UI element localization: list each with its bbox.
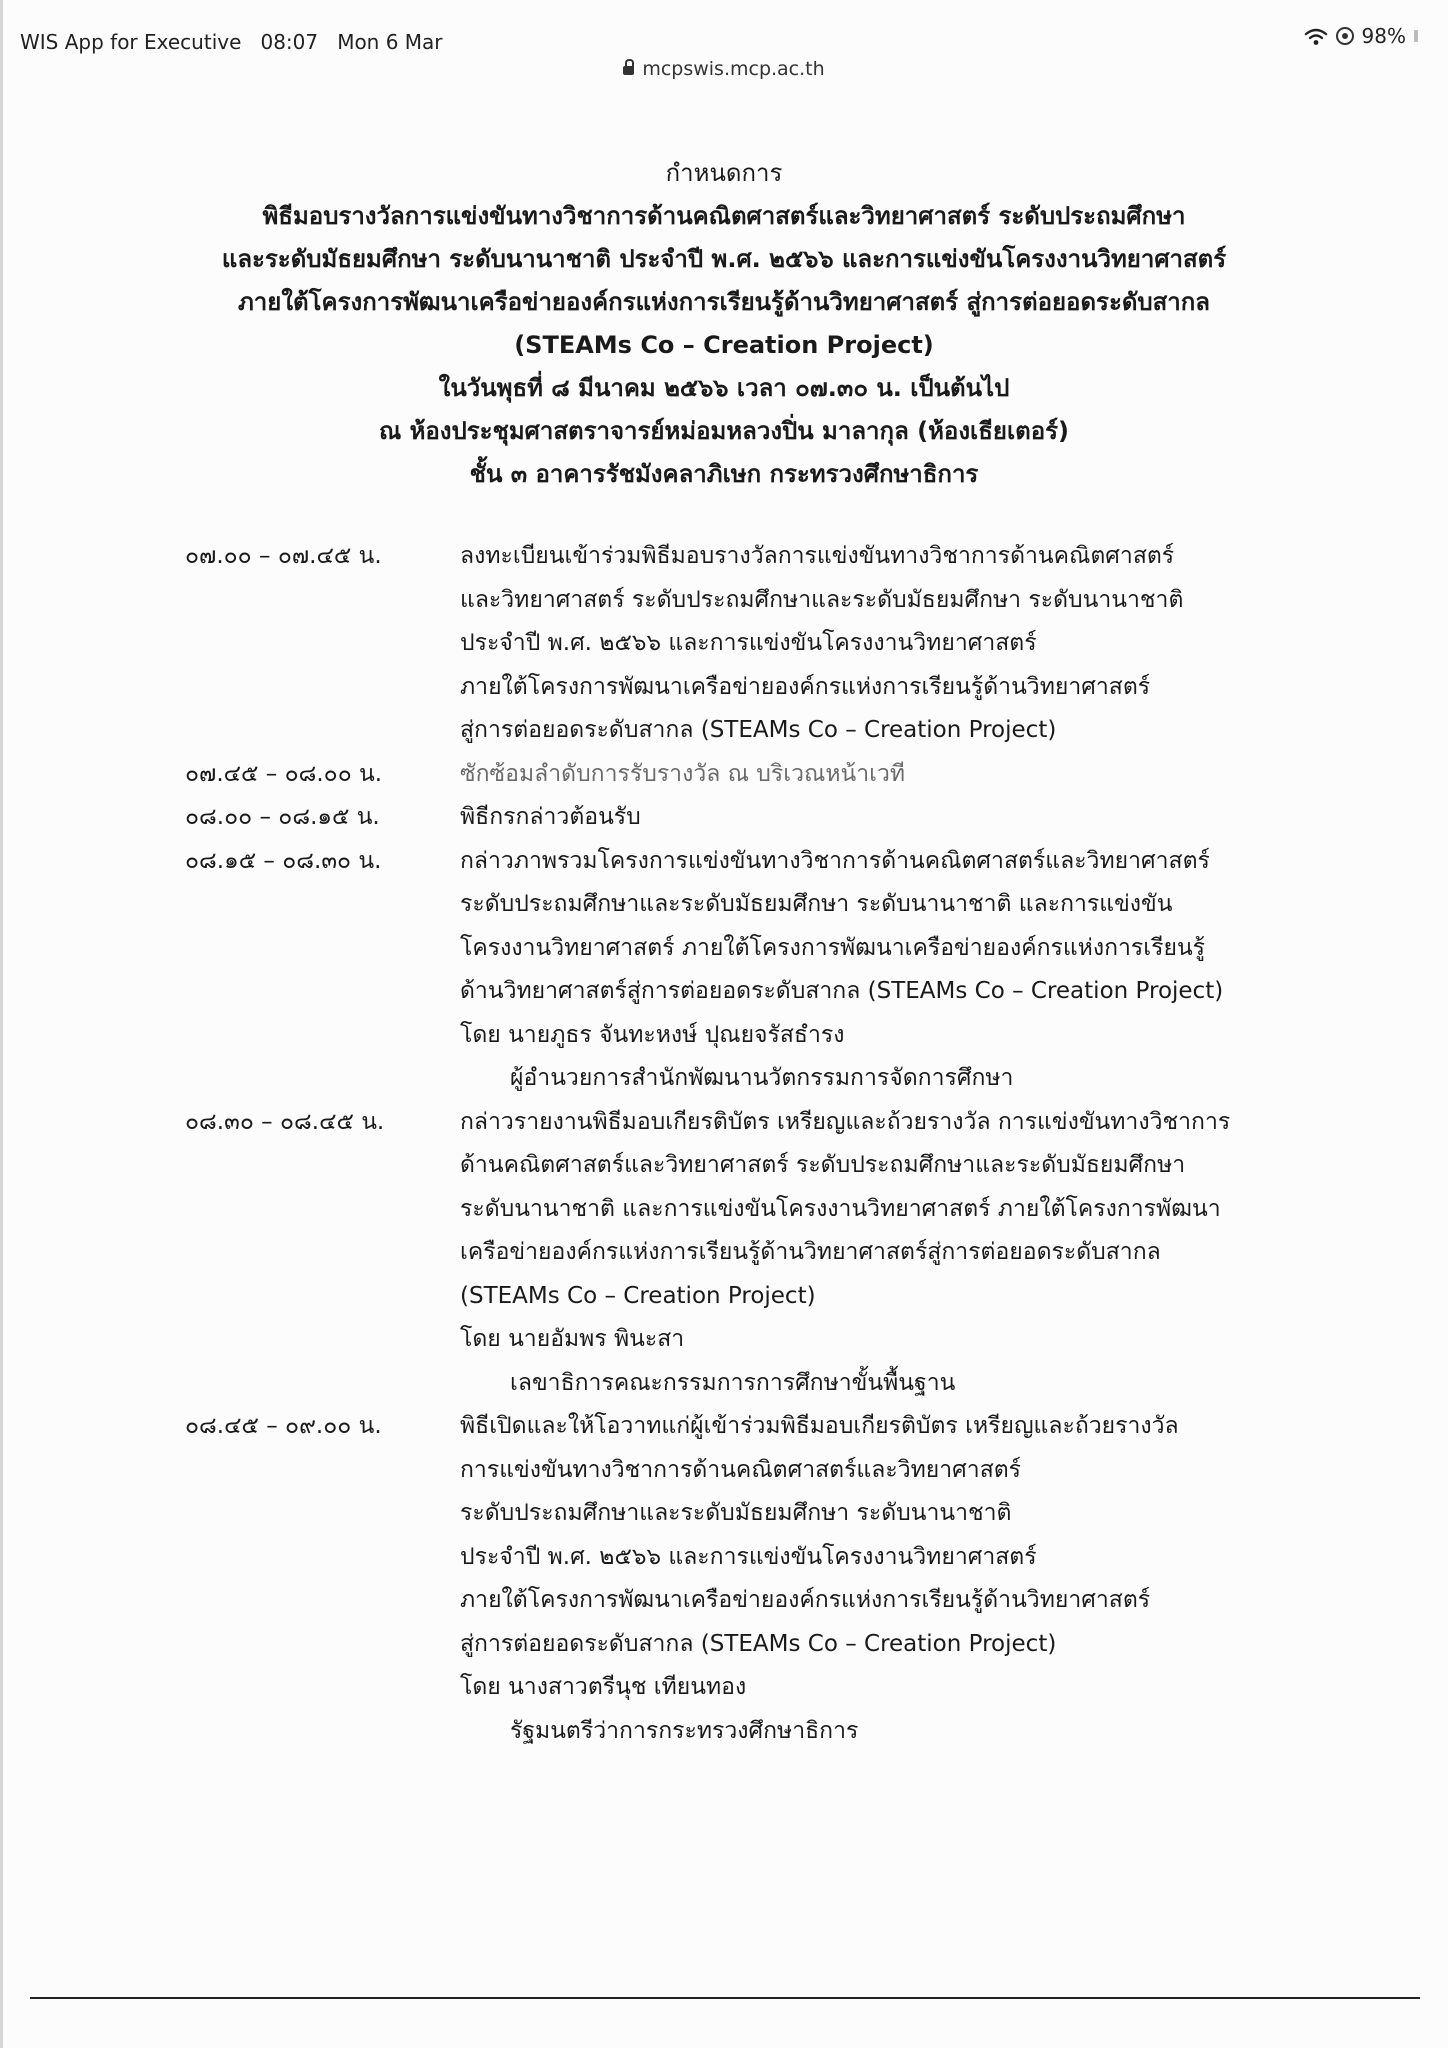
schedule-time: ๐๘.๔๕ – ๐๙.๐๐ น.	[185, 1413, 382, 1439]
schedule-text: ด้านวิทยาศาสตร์สู่การต่อยอดระดับสากล (STEAMs Co – Creation Project)	[460, 978, 1224, 1004]
lock-icon	[623, 66, 634, 75]
schedule-text: ระดับนานาชาติ และการแข่งขันโครงงานวิทยาศาสตร์ ภายใต้โครงการพัฒนา	[460, 1195, 1221, 1222]
schedule-text: ลงทะเบียนเข้าร่วมพิธีมอบรางวัลการแข่งขันทางวิชาการด้านคณิตศาสตร์	[460, 543, 1175, 569]
speaker-position: เลขาธิการคณะกรรมการการศึกษาขั้นพื้นฐาน	[510, 1369, 956, 1396]
header-line: พิธีมอบรางวัลการแข่งขันทางวิชาการด้านคณิตศาสตร์และวิทยาศาสตร์ ระดับประถมศึกษา	[262, 202, 1186, 230]
status-bar	[0, 0, 1448, 64]
schedule-item	[185, 796, 1285, 840]
schedule-text: การแข่งขันทางวิชาการด้านคณิตศาสตร์และวิทยาศาสตร์	[460, 1456, 1022, 1483]
header-line: ในวันพุธที่ ๘ มีนาคม ๒๕๖๖ เวลา ๐๗.๓๐ น. เป็นต้นไป	[438, 374, 1010, 402]
schedule-text: และวิทยาศาสตร์ ระดับประถมศึกษาและระดับมัธยมศึกษา ระดับนานาชาติ	[460, 586, 1184, 613]
schedule-description	[460, 796, 1285, 840]
schedule-text: ประจำปี พ.ศ. ๒๕๖๖ และการแข่งขันโครงงานวิทยาศาสตร์	[460, 1543, 1037, 1570]
schedule-description	[460, 840, 1285, 1101]
battery-icon	[1414, 30, 1418, 42]
schedule-text: ประจำปี พ.ศ. ๒๕๖๖ และการแข่งขันโครงงานวิทยาศาสตร์	[460, 630, 1037, 656]
speaker-name: โดย นายภูธร จันทะหงษ์ ปุณยจรัสธำรง	[460, 1021, 845, 1048]
speaker-position: รัฐมนตรีว่าการกระทรวงศึกษาธิการ	[510, 1717, 859, 1744]
schedule-text: โครงงานวิทยาศาสตร์ ภายใต้โครงการพัฒนาเครือข่ายองค์กรแห่งการเรียนรู้	[460, 934, 1206, 961]
schedule-item	[185, 535, 1285, 753]
header-line: และระดับมัธยมศึกษา ระดับนานาชาติ ประจำปี พ.ศ. ๒๕๖๖ และการแข่งขันโครงงานวิทยาศาสตร์	[221, 245, 1227, 273]
schedule-text: เครือข่ายองค์กรแห่งการเรียนรู้ด้านวิทยาศาสตร์สู่การต่อยอดระดับสากล	[460, 1239, 1161, 1265]
schedule-description	[460, 753, 1285, 797]
schedule-description	[460, 535, 1285, 753]
schedule-text: ภายใต้โครงการพัฒนาเครือข่ายองค์กรแห่งการเรียนรู้ด้านวิทยาศาสตร์	[460, 1587, 1151, 1613]
schedule-item	[185, 840, 1285, 1101]
wifi-icon	[1304, 27, 1328, 45]
header-line: (STEAMs Co – Creation Project)	[514, 331, 934, 359]
schedule-time: ๐๘.๓๐ – ๐๘.๔๕ น.	[185, 1108, 385, 1135]
schedule-time: ๐๗.๐๐ – ๐๗.๔๕ น.	[185, 543, 382, 569]
schedule-text: ระดับประถมศึกษาและระดับมัธยมศึกษา ระดับนานาชาติ และการแข่งขัน	[460, 891, 1173, 917]
schedule-item	[185, 1101, 1285, 1406]
speaker-position: ผู้อำนวยการสำนักพัฒนานวัตกรรมการจัดการศึกษา	[510, 1065, 1014, 1091]
orientation-lock-icon	[1336, 27, 1354, 45]
schedule-time: ๐๘.๑๕ – ๐๘.๓๐ น.	[185, 847, 382, 874]
schedule-text: ด้านคณิตศาสตร์และวิทยาศาสตร์ ระดับประถมศึกษาและระดับมัธยมศึกษา	[460, 1152, 1186, 1178]
url-text: mcpswis.mcp.ac.th	[642, 58, 825, 80]
document-header	[0, 152, 1448, 496]
header-title: กำหนดการ	[665, 159, 783, 187]
app-name[interactable]: WIS App for Executive	[20, 30, 242, 54]
schedule-item	[185, 753, 1285, 797]
battery-percent: 98%	[1361, 24, 1406, 48]
schedule-text: สู่การต่อยอดระดับสากล (STEAMs Co – Creation Project)	[460, 1630, 1057, 1657]
status-right	[1304, 24, 1418, 48]
speaker-name: โดย นางสาวตรีนุช เทียนทอง	[460, 1674, 747, 1700]
schedule-time: ๐๘.๐๐ – ๐๘.๑๕ น.	[185, 804, 380, 830]
schedule-text: พิธีกรกล่าวต้อนรับ	[460, 804, 641, 830]
status-date: Mon 6 Mar	[337, 30, 443, 54]
url-bar[interactable]	[0, 58, 1448, 80]
status-left	[20, 30, 443, 54]
header-line: ชั้น ๓ อาคารรัชมังคลาภิเษก กระทรวงศึกษาธิการ	[469, 460, 979, 488]
schedule-text: (STEAMs Co – Creation Project)	[460, 1282, 816, 1309]
schedule-text: สู่การต่อยอดระดับสากล (STEAMs Co – Creation Project)	[460, 717, 1057, 743]
schedule-text: ภายใต้โครงการพัฒนาเครือข่ายองค์กรแห่งการเรียนรู้ด้านวิทยาศาสตร์	[460, 673, 1151, 700]
header-line: ณ ห้องประชุมศาสตราจารย์หม่อมหลวงปิ่น มาลากุล (ห้องเธียเตอร์)	[378, 417, 1070, 445]
schedule-text: ซักซ้อมลำดับการรับรางวัล ณ บริเวณหน้าเวที	[460, 760, 906, 787]
footer-divider	[30, 1997, 1420, 1999]
status-time: 08:07	[260, 30, 319, 54]
speaker-name: โดย นายอัมพร พินะสา	[460, 1326, 685, 1352]
schedule-text: กล่าวภาพรวมโครงการแข่งขันทางวิชาการด้านคณิตศาสตร์และวิทยาศาสตร์	[460, 847, 1210, 874]
schedule-time: ๐๗.๔๕ – ๐๘.๐๐ น.	[185, 760, 383, 787]
header-line: ภายใต้โครงการพัฒนาเครือข่ายองค์กรแห่งการเรียนรู้ด้านวิทยาศาสตร์ สู่การต่อยอดระดับสากล	[237, 288, 1211, 316]
schedule-text: ระดับประถมศึกษาและระดับมัธยมศึกษา ระดับนานาชาติ	[460, 1500, 1012, 1526]
schedule-description	[460, 1101, 1285, 1406]
schedule-description	[460, 1405, 1285, 1753]
schedule-text: กล่าวรายงานพิธีมอบเกียรติบัตร เหรียญและถ้วยรางวัล การแข่งขันทางวิชาการ	[460, 1108, 1231, 1135]
schedule-list	[185, 535, 1285, 1753]
schedule-text: พิธีเปิดและให้โอวาทแก่ผู้เข้าร่วมพิธีมอบเกียรติบัตร เหรียญและถ้วยรางวัล	[460, 1413, 1179, 1439]
schedule-item	[185, 1405, 1285, 1753]
